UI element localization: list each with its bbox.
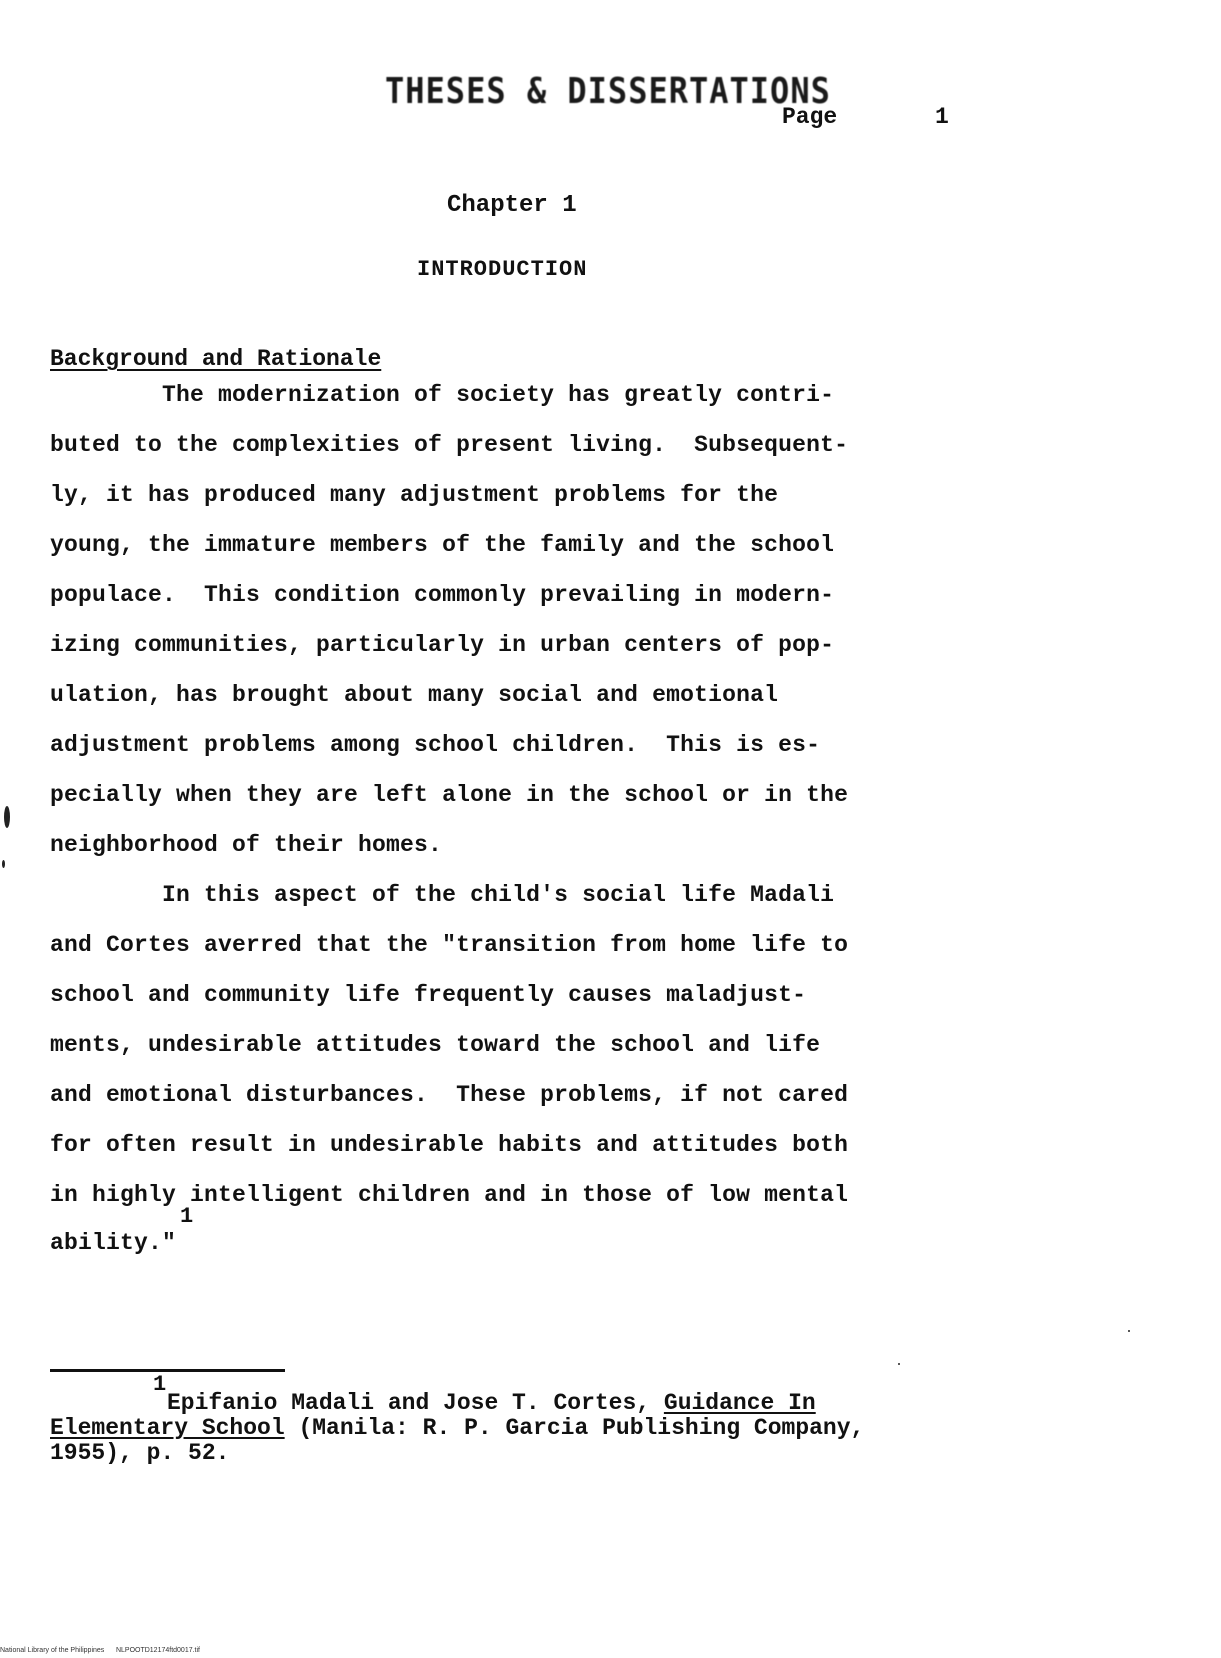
scan-speck <box>898 1363 900 1365</box>
paragraph-line: ments, undesirable attitudes toward the school and life <box>50 1032 821 1058</box>
scan-speck <box>2 860 5 868</box>
section-heading: Background and Rationale <box>50 346 382 372</box>
paragraph-line: school and community life frequently causes maladjust- <box>50 982 807 1008</box>
page-number: 1 <box>935 104 949 130</box>
paragraph-line: The modernization of society has greatly contri- <box>50 382 835 408</box>
paragraph-line: ulation, has brought about many social and emotional <box>50 682 779 708</box>
footnote-line-2 <box>50 1415 864 1441</box>
paragraph-line: ly, it has produced many adjustment problems for the <box>50 482 779 508</box>
footnote-title-part2: Elementary School <box>50 1415 285 1441</box>
footnote-line-1 <box>167 1390 816 1416</box>
paragraph-line: populace. This condition commonly prevailing in modern- <box>50 582 835 608</box>
footnote-authors: Epifanio Madali and Jose T. Cortes, <box>167 1390 664 1416</box>
paragraph-line: in highly intelligent children and in those of low mental <box>50 1182 849 1208</box>
paragraph-line: buted to the complexities of present living. Subsequent- <box>50 432 849 458</box>
paragraph-line: adjustment problems among school children. This is es- <box>50 732 821 758</box>
paragraph-line: and Cortes averred that the "transition from home life to <box>50 932 849 958</box>
footnote-title-part1: Guidance In <box>663 1390 816 1416</box>
section-title: INTRODUCTION <box>417 257 588 282</box>
chapter-title: Chapter 1 <box>447 192 577 219</box>
footnote-year-page: 1955), p. 52. <box>50 1440 230 1466</box>
archive-caption: National Library of the Philippines NLPOOTD12174ftd0017.tif <box>0 1647 200 1654</box>
scan-speck <box>4 806 10 828</box>
page-label: Page <box>782 104 838 130</box>
footnote-marker: 1 <box>153 1372 167 1397</box>
paragraph-line: young, the immature members of the family and the school <box>50 532 835 558</box>
paragraph-line: pecially when they are left alone in the school or in the <box>50 782 849 808</box>
paragraph-line: izing communities, particularly in urban centers of pop- <box>50 632 835 658</box>
paragraph-line: for often result in undesirable habits and attitudes both <box>50 1132 849 1158</box>
paragraph-line: ability." <box>50 1230 177 1256</box>
footnote-publisher: (Manila: R. P. Garcia Publishing Company, <box>284 1415 865 1441</box>
paragraph-line: In this aspect of the child's social life Madali <box>50 882 835 908</box>
scan-speck <box>1128 1330 1130 1332</box>
theses-dissertations-stamp: THESES & DISSERTATIONS <box>385 70 831 112</box>
paragraph-line: neighborhood of their homes. <box>50 832 443 858</box>
paragraph-line: and emotional disturbances. These problems, if not cared <box>50 1082 849 1108</box>
footnote-reference: 1 <box>180 1204 194 1229</box>
footnote-rule <box>50 1369 285 1372</box>
